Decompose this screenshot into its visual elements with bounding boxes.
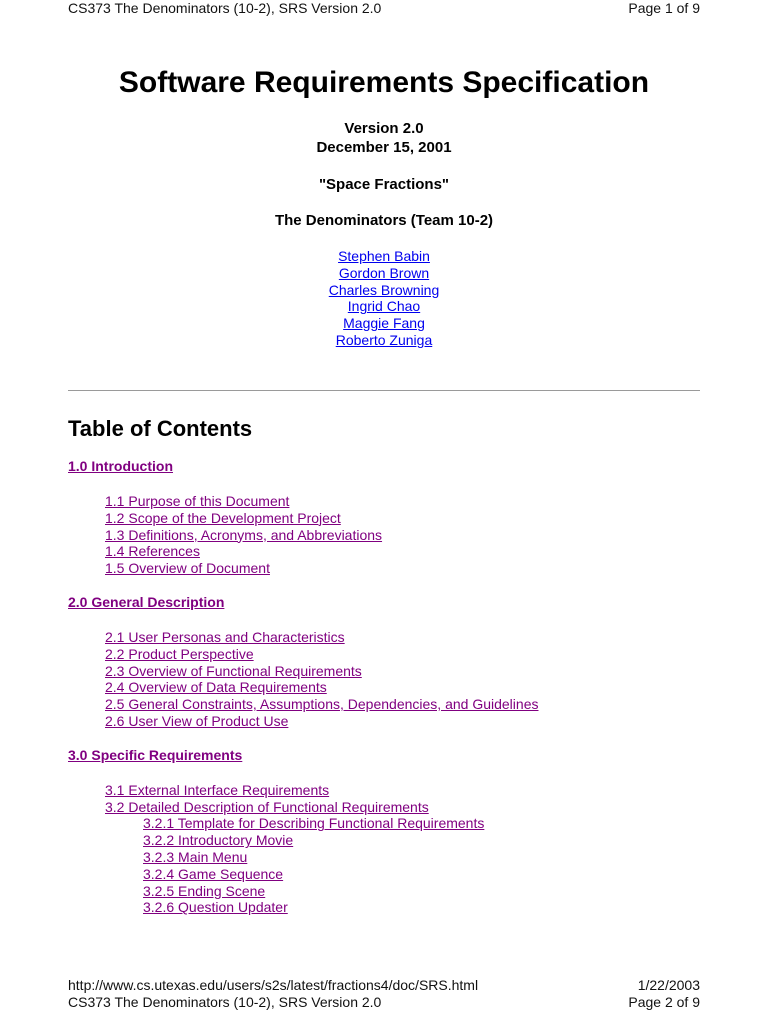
toc-item-link[interactable]: 1.4 References [105, 543, 200, 560]
page-header-title: CS373 The Denominators (10-2), SRS Version 2.0 [68, 0, 382, 16]
toc-section-link[interactable]: 3.0 Specific Requirements [68, 746, 243, 763]
toc-item-link[interactable]: 1.1 Purpose of this Document [105, 493, 290, 509]
toc-heading: Table of Contents [68, 416, 253, 441]
next-page-header-title: CS373 The Denominators (10-2), SRS Version 2.0 [68, 994, 382, 1010]
toc-item-link[interactable]: 3.1 External Interface Requirements [105, 781, 330, 798]
horizontal-divider [68, 390, 700, 391]
toc-item-list [68, 493, 700, 577]
version-label: Version 2.0 [344, 120, 424, 137]
toc-item-link[interactable]: 2.1 User Personas and Characteristics [105, 628, 345, 645]
toc-item-link[interactable]: 3.2 Detailed Description of Functional Requirements [105, 798, 429, 815]
toc-item-link[interactable]: 3.2.5 Ending Scene [143, 882, 266, 899]
toc-section [68, 594, 700, 730]
toc-item-link[interactable]: 2.3 Overview of Functional Requirements [105, 662, 362, 679]
team-member-link[interactable]: Maggie Fang [343, 315, 425, 332]
document-title: Software Requirements Specification [118, 66, 650, 99]
toc-section-link[interactable]: 1.0 Introduction [68, 458, 173, 474]
toc-item-link[interactable]: 2.2 Product Perspective [105, 645, 254, 662]
toc-item-link[interactable]: 1.5 Overview of Document [105, 560, 270, 577]
table-of-contents [68, 458, 700, 933]
team-name: The Denominators (Team 10-2) [274, 212, 494, 229]
toc-section [68, 747, 700, 916]
toc-item-list [68, 782, 700, 916]
toc-item-link[interactable]: 3.2.1 Template for Describing Functional Requirements [143, 815, 485, 832]
toc-item-link[interactable]: 3.2.2 Introductory Movie [143, 832, 294, 849]
team-member-link[interactable]: Gordon Brown [338, 264, 430, 281]
team-member-link[interactable]: Ingrid Chao [347, 298, 421, 315]
footer-url: http://www.cs.utexas.edu/users/s2s/latest/fractions4/doc/SRS.html [68, 977, 479, 993]
page-number: Page 1 of 9 [628, 0, 700, 16]
toc-section [68, 458, 700, 577]
footer-date: 1/22/2003 [637, 977, 700, 993]
team-member-link[interactable]: Stephen Babin [338, 248, 430, 264]
team-member-list [0, 248, 768, 349]
toc-item-list [68, 629, 700, 730]
document-date: December 15, 2001 [316, 139, 452, 156]
toc-item-link[interactable]: 2.4 Overview of Data Requirements [105, 679, 327, 696]
toc-item-link[interactable]: 2.5 General Constraints, Assumptions, Dependencies, and Guidelines [105, 696, 539, 713]
toc-item-link[interactable]: 3.2.4 Game Sequence [143, 865, 284, 882]
next-page-number: Page 2 of 9 [628, 994, 700, 1010]
toc-item-link[interactable]: 1.3 Definitions, Acronyms, and Abbreviations [105, 526, 383, 543]
team-member-link[interactable]: Charles Browning [328, 281, 440, 298]
toc-section-link[interactable]: 2.0 General Description [68, 593, 225, 610]
project-name: "Space Fractions" [318, 176, 450, 193]
toc-item-link[interactable]: 3.2.3 Main Menu [143, 848, 248, 865]
team-member-link[interactable]: Roberto Zuniga [335, 331, 433, 348]
toc-item-link[interactable]: 2.6 User View of Product Use [105, 712, 289, 729]
toc-item-link[interactable]: 3.2.6 Question Updater [143, 899, 288, 916]
toc-item-link[interactable]: 1.2 Scope of the Development Project [105, 509, 341, 526]
